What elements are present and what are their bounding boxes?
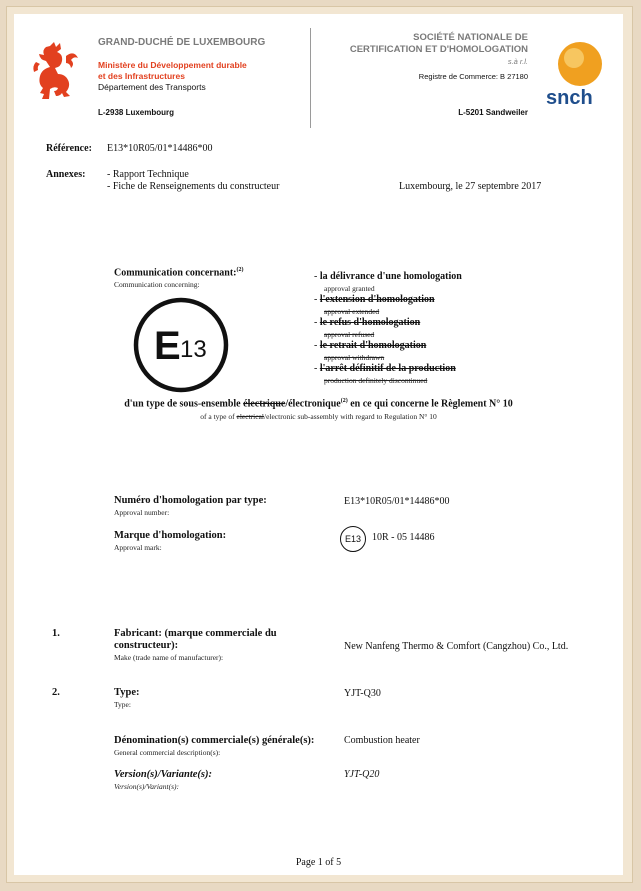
denomination-value: Combustion heater (344, 735, 420, 746)
subassembly-statement-fr (14, 398, 623, 409)
option-extended-fr: l'extension d'homologation (319, 294, 435, 305)
approval-mark-value: 10R - 05 14486 (372, 532, 435, 543)
manufacturer-label-line2: constructeur): (114, 640, 179, 651)
denomination-label: Dénomination(s) commerciale(s) générale(s): (114, 735, 315, 746)
reference-value: E13*10R05/01*14486*00 (107, 143, 213, 154)
approval-mark-emblem: E13 (340, 526, 366, 552)
subassembly-en-strike: electrical (236, 412, 264, 421)
option-dash: - (314, 294, 320, 305)
page-number: Page 1 of 5 (295, 857, 342, 868)
subassembly-fr-sup: (2) (340, 398, 348, 404)
option-dash: - (314, 340, 320, 351)
header-right-address: L-5201 Sandweiler (458, 108, 528, 117)
communication-label-fr: Communication concernant: (114, 267, 237, 279)
version-label: Version(s)/Variante(s): (114, 769, 213, 780)
header-department: Département des Transports (98, 82, 206, 92)
header-registry: Registre de Commerce: B 27180 (418, 72, 528, 81)
header-country: GRAND-DUCHÉ DE LUXEMBOURG (98, 37, 266, 48)
item-number-1: 1. (52, 628, 60, 639)
option-granted-en: approval granted (324, 284, 375, 293)
subassembly-fr-post: en ce qui concerne le Règlement N° 10 (347, 398, 513, 410)
snch-logo-text: snch (546, 87, 593, 109)
option-discontinued (314, 358, 456, 385)
version-label-en: Version(s)/Variant(s): (114, 782, 179, 791)
option-refused-en: approval refused (324, 330, 375, 339)
subassembly-en-post: /electronic sub-assembly with regard to Regulation N° 10 (263, 412, 437, 421)
e13-emblem (132, 296, 230, 394)
option-granted-fr: la délivrance d'une homologation (319, 271, 462, 282)
approval-mark-label-en: Approval mark: (114, 543, 162, 552)
snch-logo (540, 34, 608, 112)
header-left-address: L-2938 Luxembourg (98, 108, 175, 117)
header-snch-title-line2: CERTIFICATION ET D'HOMOLOGATION (349, 44, 528, 55)
option-extended-en: approval extended (324, 307, 380, 316)
approval-number-value: E13*10R05/01*14486*00 (344, 496, 450, 507)
e13-emblem-number: 13 (180, 336, 207, 363)
approval-number-label-en: Approval number: (114, 508, 170, 517)
subassembly-fr-strike: électrique (243, 398, 286, 410)
option-dash: - (314, 271, 320, 282)
annexes-label: Annexes: (46, 169, 86, 180)
option-discontinued-en: production definitely discontinued (324, 376, 428, 385)
option-withdrawn-fr: le retrait d'homologation (319, 340, 427, 351)
manufacturer-label-en: Make (trade name of manufacturer): (114, 653, 224, 662)
reference-label: Référence: (46, 143, 92, 154)
option-refused-fr: le refus d'homologation (319, 317, 421, 328)
version-value: YJT-Q20 (344, 769, 380, 780)
option-dash: - (314, 317, 320, 328)
e13-emblem-letter: E (154, 324, 181, 368)
subassembly-fr-mid: /électronique (285, 398, 341, 410)
header-ministry-line1: Ministère du Développement durable (98, 60, 247, 70)
manufacturer-label (114, 628, 277, 652)
header-snch-title (314, 32, 528, 56)
header-ministry-line2: et des Infrastructures (98, 71, 185, 81)
communication-label-en: Communication concerning: (114, 280, 200, 289)
subassembly-statement-en (14, 412, 623, 421)
communication-label-sup: (2) (236, 267, 244, 273)
document-page (14, 14, 623, 875)
header-divider (310, 28, 311, 128)
option-discontinued-fr: l'arrêt définitif de la production (319, 363, 456, 374)
item-number-2: 2. (52, 687, 60, 698)
document-date: Luxembourg, le 27 septembre 2017 (399, 181, 542, 192)
approval-mark-label: Marque d'homologation: (114, 530, 227, 541)
manufacturer-label-line1: Fabricant: (marque commerciale du (114, 628, 277, 639)
type-label-en: Type: (114, 700, 131, 709)
subassembly-en-pre: of a type of (200, 412, 237, 421)
type-value: YJT-Q30 (344, 688, 381, 699)
approval-number-label: Numéro d'homologation par type: (114, 495, 267, 506)
snch-logo-highlight (564, 48, 584, 68)
denomination-label-en: General commercial description(s): (114, 748, 221, 757)
manufacturer-value: New Nanfeng Thermo & Comfort (Cangzhou) Co., Ltd. (344, 641, 569, 652)
header-snch-title-line1: SOCIÉTÉ NATIONALE DE (413, 32, 528, 43)
type-label: Type: (114, 687, 140, 698)
option-withdrawn-en: approval withdrawn (324, 353, 385, 362)
subassembly-fr-pre: d'un type de sous-ensemble (124, 398, 244, 410)
annex-item-2: - Fiche de Renseignements du constructeur (107, 181, 280, 192)
communication-label (114, 267, 244, 278)
annex-item-1: - Rapport Technique (107, 169, 189, 180)
header-sarl: s.à r.l. (507, 57, 528, 66)
option-dash: - (314, 363, 320, 374)
luxembourg-lion-logo (32, 42, 80, 104)
